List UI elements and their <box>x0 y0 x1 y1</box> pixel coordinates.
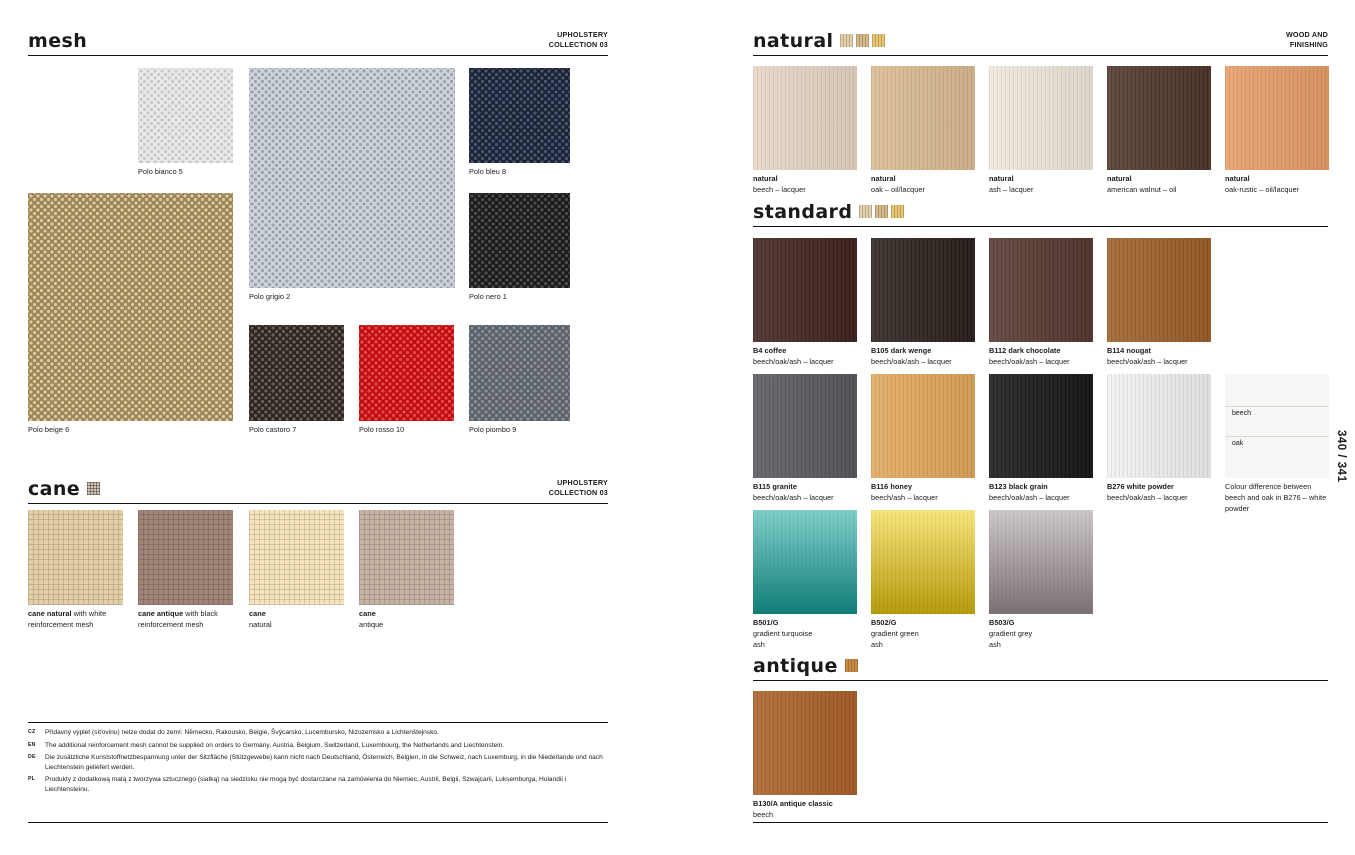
swatch-caption-sub: with white <box>73 609 107 618</box>
swatch-polo-bianco-5[interactable] <box>138 68 233 176</box>
swatch-caption-sub: antique <box>359 619 384 629</box>
natural-chip-row <box>840 34 885 50</box>
swatch-caption <box>989 346 1093 368</box>
swatch-caption-name: natural <box>1107 174 1132 183</box>
swatch-caption: Polo castoro 7 <box>249 425 297 434</box>
swatch-caption <box>28 609 123 631</box>
swatch-caption-sub: gradient green <box>871 628 919 638</box>
footnote-en <box>28 741 608 751</box>
swatch-caption: Polo nero 1 <box>469 292 507 301</box>
footnote-de <box>28 753 608 772</box>
swatch-b123-black-grain[interactable] <box>989 374 1093 515</box>
swatch-caption-name: natural <box>1225 174 1250 183</box>
antique-title: antique <box>753 655 838 677</box>
swatch-caption-name: cane antique <box>138 609 184 618</box>
footer-divider-left <box>28 822 608 823</box>
cane-section-header <box>28 478 608 504</box>
note-caption: Colour difference between beech and oak in B276 – white powder <box>1225 482 1327 513</box>
swatch-b130a-antique-classic[interactable] <box>753 691 857 821</box>
mesh-meta <box>549 30 608 51</box>
footnotes <box>28 728 608 797</box>
footnote-text: Die zusätzliche Kunststoffnetzbespannung unter der Sitzfläche (Stützgewebe) kann nicht nach Deutschland, Österreich, Belgien, in die Schweiz, nach Luxemburg, in die Niederlande und nach Liechtenstein geliefert werden. <box>45 754 603 771</box>
swatch-caption-sub: beech/oak/ash – lacquer <box>753 356 834 366</box>
swatch-caption-name: B112 dark chocolate <box>989 346 1061 355</box>
swatch-caption-sub: beech/oak/ash – lacquer <box>871 356 952 366</box>
swatch-caption <box>1225 174 1329 196</box>
wood-chip-icon <box>875 205 888 218</box>
swatch-polo-piombo-9[interactable] <box>469 325 570 434</box>
swatch-caption: Polo bleu 8 <box>469 167 507 176</box>
cane-meta-line1: UPHOLSTERY <box>557 478 608 487</box>
swatch-b276-white-powder[interactable] <box>1107 374 1211 515</box>
swatch-natural-ash-lacquer[interactable] <box>989 66 1093 196</box>
wood-chip-icon <box>845 659 858 672</box>
swatch-natural-beech-lacquer[interactable] <box>753 66 857 196</box>
swatch-polo-rosso-10[interactable] <box>359 325 454 434</box>
footnote-pl <box>28 775 608 794</box>
page-number: 340 / 341 <box>1335 430 1347 483</box>
swatch-caption-sub: beech/oak/ash – lacquer <box>753 492 834 502</box>
swatch-caption-sub: gradient turquoise <box>753 628 813 638</box>
standard-row-3 <box>753 510 1093 651</box>
swatch-caption-name: B123 black grain <box>989 482 1048 491</box>
swatch-caption-name: B115 granite <box>753 482 797 491</box>
swatch-b501g-gradient-turquoise[interactable] <box>753 510 857 651</box>
footnote-divider <box>28 722 608 723</box>
swatch-caption-sub: beech/oak/ash – lacquer <box>989 492 1070 502</box>
footer-divider-right <box>753 822 1328 823</box>
standard-title: standard <box>753 201 853 223</box>
antique-chip-row <box>845 659 858 675</box>
swatch-cane-antique[interactable] <box>359 510 454 629</box>
swatch-polo-bleu-8[interactable] <box>469 68 570 176</box>
swatch-caption-sub: beech <box>753 809 774 819</box>
swatch-caption-name: B502/G <box>871 618 897 627</box>
swatch-caption <box>359 609 454 631</box>
swatch-b105-dark-wenge[interactable] <box>871 238 975 368</box>
natural-title: natural <box>753 30 834 53</box>
swatch-caption: Polo piombo 9 <box>469 425 517 434</box>
footnote-lang: CZ <box>28 729 36 735</box>
swatch-caption-name: cane <box>249 609 266 618</box>
swatch-caption <box>989 618 1093 651</box>
swatch-cane-natural[interactable] <box>249 510 344 629</box>
antique-swatch-grid <box>753 691 857 821</box>
swatch-caption-sub: ash – lacquer <box>989 184 1034 194</box>
swatch-caption-sub2: reinforcement mesh <box>28 619 94 629</box>
footnote-cz <box>28 728 608 738</box>
standard-row-2 <box>753 374 1329 515</box>
swatch-caption-name: natural <box>989 174 1014 183</box>
footnote-lang: DE <box>28 754 36 761</box>
swatch-caption <box>138 609 233 631</box>
swatch-caption-sub: beech/oak/ash – lacquer <box>989 356 1070 366</box>
swatch-caption-name: B114 nougat <box>1107 346 1151 355</box>
wood-chip-icon <box>856 34 869 47</box>
swatch-caption-name: B116 honey <box>871 482 913 491</box>
footnote-text: Produkty z dodatkową matą z tworzywa sztucznego (siatką) na siedzisku nie mogą być dostarczane na zamówienia do Niemiec, Austrii, Belgii, Szwajcarii, Luksemburga, Holandii i Liechtensteinu. <box>45 776 567 793</box>
swatch-caption-name: cane <box>359 609 376 618</box>
natural-section-header <box>753 30 1328 56</box>
swatch-caption: Polo grigio 2 <box>249 292 291 301</box>
swatch-caption-sub: beech/ash – lacquer <box>871 492 938 502</box>
wood-chip-icon <box>891 205 904 218</box>
antique-section-header <box>753 657 1328 681</box>
swatch-caption-name: B276 white powder <box>1107 482 1174 491</box>
wood-meta <box>1286 30 1328 51</box>
swatch-b116-honey[interactable] <box>871 374 975 515</box>
swatch-b112-dark-chocolate[interactable] <box>989 238 1093 368</box>
swatch-caption <box>753 799 857 821</box>
swatch-b115-granite[interactable] <box>753 374 857 515</box>
note-label-oak: oak <box>1232 440 1244 447</box>
standard-chip-row <box>859 205 904 221</box>
swatch-caption <box>1107 346 1211 368</box>
swatch-caption <box>1107 174 1211 196</box>
swatch-cane-natural-white-mesh[interactable] <box>28 510 123 629</box>
swatch-caption <box>249 609 344 631</box>
swatch-polo-castoro-7[interactable] <box>249 325 344 434</box>
swatch-caption-name: natural <box>871 174 896 183</box>
swatch-caption-name: B130/A antique classic <box>753 799 833 808</box>
swatch-cane-antique-black-mesh[interactable] <box>138 510 233 629</box>
swatch-caption-sub: gradient grey <box>989 628 1033 638</box>
wood-chip-icon <box>840 34 853 47</box>
swatch-b503g-gradient-grey[interactable] <box>989 510 1093 651</box>
swatch-caption-sub2: ash <box>753 639 765 649</box>
swatch-caption <box>871 174 975 196</box>
mesh-title: mesh <box>28 30 88 53</box>
swatch-caption-sub: natural <box>249 619 272 629</box>
wood-meta-line2: FINISHING <box>1289 39 1328 49</box>
swatch-natural-oak-rustic-oil-lacquer[interactable] <box>1225 66 1329 196</box>
standard-row-1 <box>753 238 1211 368</box>
swatch-caption <box>871 346 975 368</box>
footnote-lang: EN <box>28 741 36 748</box>
cane-meta <box>549 478 608 499</box>
footnote-lang: PL <box>28 776 36 783</box>
swatch-caption: Polo beige 6 <box>28 425 70 434</box>
swatch-caption <box>753 174 857 196</box>
swatch-caption-sub: with black <box>185 609 218 618</box>
swatch-caption <box>753 346 857 368</box>
mesh-meta-line2: COLLECTION 03 <box>548 39 608 49</box>
swatch-caption <box>1107 482 1211 504</box>
footnote-text: Přídavný výplet (síťovinu) nelze dodat do zemí: Německo, Rakousko, Belgie, Švýcarsko, Lucembursko, Nizozemsko a Lichtenštejnsko. <box>45 729 439 736</box>
swatch-caption: Polo rosso 10 <box>359 425 405 434</box>
cane-meta-line2: COLLECTION 03 <box>548 487 608 497</box>
note-label-beech: beech <box>1232 410 1252 417</box>
swatch-caption-sub2: ash <box>989 639 1001 649</box>
swatch-caption <box>753 618 857 651</box>
swatch-caption-sub: american walnut – oil <box>1107 184 1177 194</box>
mesh-meta-line1: UPHOLSTERY <box>557 30 608 39</box>
swatch-caption-name: natural <box>753 174 778 183</box>
swatch-caption-sub: oak-rustic – oil/lacquer <box>1225 184 1300 194</box>
cane-chip-icon <box>87 482 100 495</box>
swatch-caption-sub: beech/oak/ash – lacquer <box>1107 356 1188 366</box>
cane-chip-row <box>87 482 100 498</box>
swatch-caption-name: B501/G <box>753 618 779 627</box>
swatch-caption: Polo bianco 5 <box>138 167 183 176</box>
swatch-caption <box>753 482 857 504</box>
swatch-caption <box>989 482 1093 504</box>
swatch-caption-sub2: reinforcement mesh <box>138 619 204 629</box>
standard-section-header <box>753 203 1328 227</box>
swatch-polo-grigio-2[interactable] <box>249 68 455 301</box>
swatch-caption <box>871 618 975 651</box>
swatch-caption-sub: beech – lacquer <box>753 184 806 194</box>
swatch-b502g-gradient-green[interactable] <box>871 510 975 651</box>
swatch-caption-name: B105 dark wenge <box>871 346 932 355</box>
swatch-caption-name: cane natural <box>28 609 72 618</box>
colour-difference-illustration <box>1225 374 1329 478</box>
wood-meta-line1: WOOD AND <box>1285 30 1328 39</box>
swatch-polo-nero-1[interactable] <box>469 193 570 301</box>
wood-chip-icon <box>872 34 885 47</box>
b276-colour-difference-note <box>1225 374 1329 515</box>
swatch-b114-nougat[interactable] <box>1107 238 1211 368</box>
swatch-natural-american-walnut-oil[interactable] <box>1107 66 1211 196</box>
wood-chip-icon <box>859 205 872 218</box>
mesh-section-header <box>28 30 608 56</box>
swatch-polo-beige-6[interactable] <box>28 193 233 434</box>
swatch-natural-oak-oil-lacquer[interactable] <box>871 66 975 196</box>
swatch-caption-sub2: ash <box>871 639 883 649</box>
swatch-b4-coffee[interactable] <box>753 238 857 368</box>
swatch-caption-sub: oak – oil/lacquer <box>871 184 925 194</box>
swatch-caption-sub: beech/oak/ash – lacquer <box>1107 492 1188 502</box>
cane-title: cane <box>28 478 81 501</box>
swatch-caption-name: B4 coffee <box>753 346 787 355</box>
swatch-caption-name: B503/G <box>989 618 1015 627</box>
swatch-caption <box>989 174 1093 196</box>
natural-swatch-grid <box>753 66 1329 196</box>
footnote-text: The additional reinforcement mesh cannot be supplied on orders to Germany, Austria, Belgium, Switzerland, Luxembourg, the Netherlands and Liechtenstein. <box>45 741 505 749</box>
swatch-caption <box>871 482 975 504</box>
